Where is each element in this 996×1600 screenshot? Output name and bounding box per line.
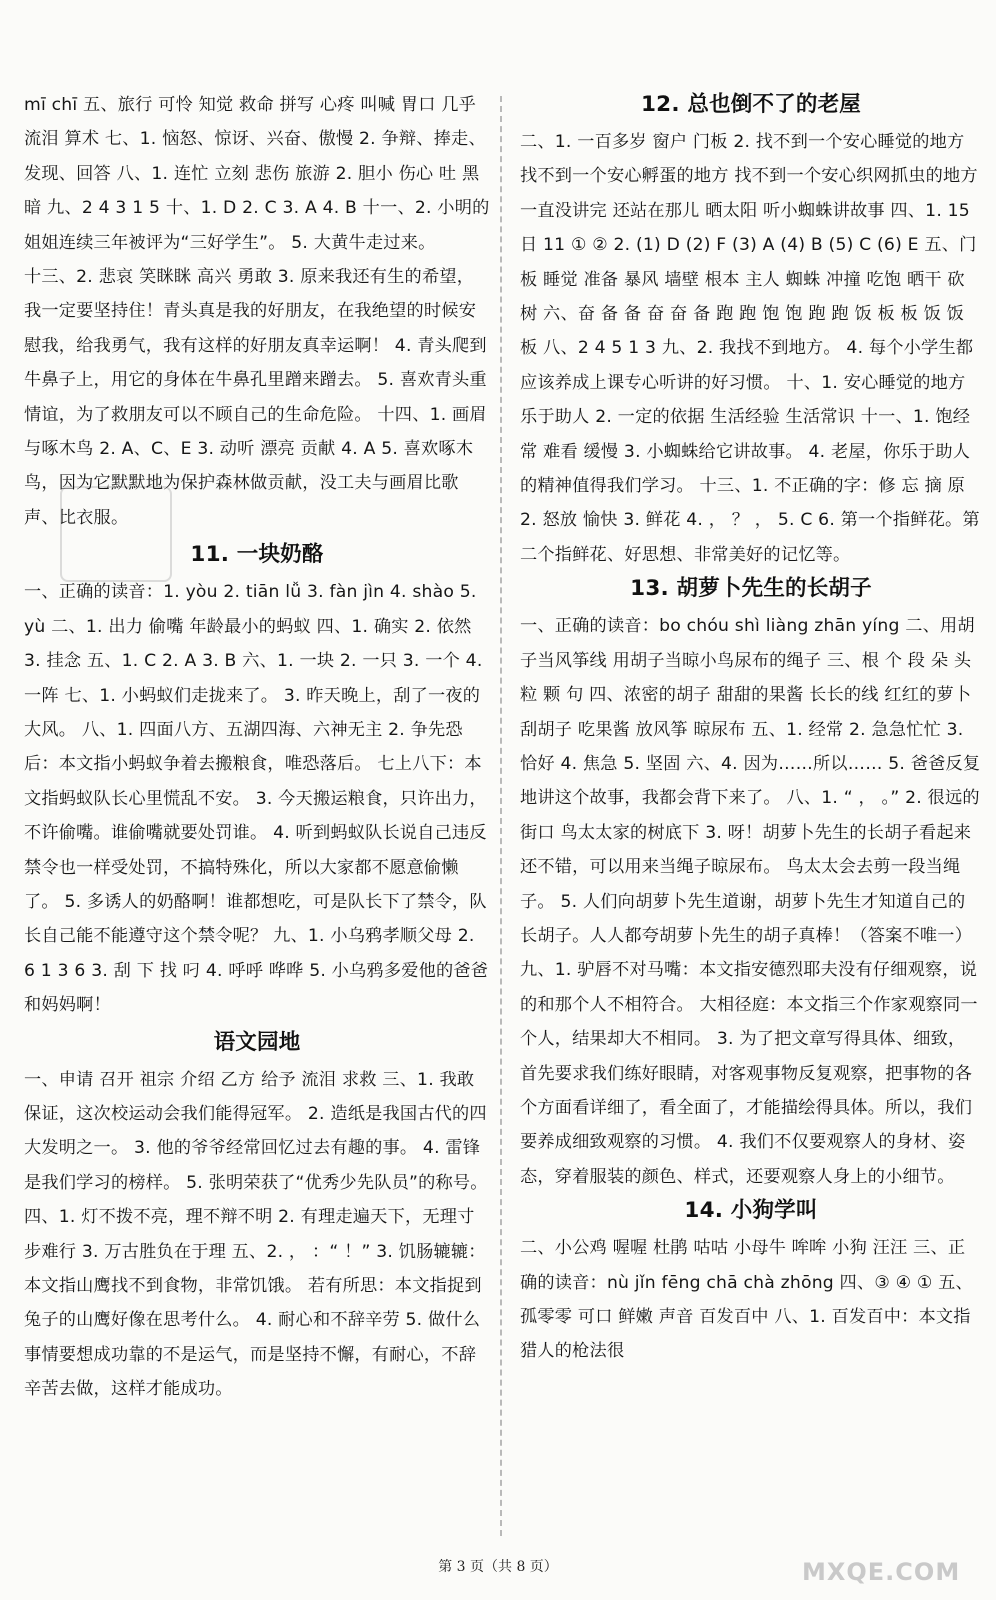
page-footer: 第 3 页（共 8 页） [438, 1559, 558, 1575]
lesson-title-12: 12. 总也倒不了的老屋 [641, 92, 861, 117]
answer-paragraph-10-cont: mī chī 五、旅行 可怜 知觉 救命 拼写 心疼 叫喊 胃口 几乎 流泪 算术 七、1. 恼怒、惊讶、兴奋、傲慢 2. 争辩、捧走、发现、回答 八、1. 连忙 立刻 悲伤 旅游 2. 胆小 伤心 吐 黑暗 九、2 4 3 1 5 十、1. D 2. C 3. A 4. B 十一、2. 小明的姐姐连续三年被评为“三好学生”。 5. 大黄牛走过来。 [24, 95, 490, 253]
answer-paragraph-yuwen-yuandi: 一、申请 召开 祖宗 介绍 乙方 给予 流泪 求救 三、1. 我敢保证，这次校运动会我们能得冠军。 2. 造纸是我国古代的四大发明之一。 3. 他的爷爷经常回忆过去有趣的事。 4. 雷锋是我们学习的榜样。 5. 张明荣获了“优秀少先队员”的称号。 四、1. 灯不拨不亮，理不辩不明 2. 有理走遍天下，无理寸步难行 3. 万古胜负在于理 五、2. ， ：“ ！” 3. 饥肠辘辘：本文指山鹰找不到食物，非常饥饿。 若有所思：本文指捉到兔子的山鹰好像在思考什么。 4. 耐心和不辞辛劳 5. 做什么事情要想成功靠的不是运气，而是坚持不懈，有耐心，不辞辛苦去做，这样才能成功。 [24, 1069, 488, 1400]
column-divider [500, 96, 502, 1536]
answer-paragraph-10-reading: 十三、2. 悲哀 笑眯眯 高兴 勇敢 3. 原来我还有生的希望，我一定要坚持住！青头真是我的好朋友，在我绝望的时候安慰我，给我勇气，我有这样的好朋友真幸运啊！ 4. 青头爬到牛鼻子上，用它的身体在牛鼻孔里蹭来蹭去。 5. 喜欢青头重情谊，为了救朋友可以不顾自己的生命危险。 十四、1. 画眉与啄木鸟 2. A、C、E 3. 动听 漂亮 贡献 4. A 5. 喜欢啄木鸟，因为它默默地为保护森林做贡献，没工夫与画眉比歌声、比衣服。 [24, 267, 487, 528]
left-column [24, 88, 490, 1407]
lesson-title-13: 13. 胡萝卜先生的长胡子 [630, 576, 872, 602]
answer-paragraph-12: 二、1. 一百多岁 窗户 门板 2. 找不到一个安心睡觉的地方 找不到一个安心孵蛋的地方 找不到一个安心织网抓虫的地方 一直没讲完 还站在那儿 晒太阳 听小蜘蛛讲故事 四、1. 15 日 11 ① ② 2. (1) D (2) F (3) A (4) B (5) C (6) E 五、门板 睡觉 准备 暴风 墙壁 根本 主人 蜘蛛 冲撞 吃饱 晒干 砍树 六、奋 备 备 奋 奋 备 跑 跑 饱 饱 跑 跑 饭 板 板 饭 饭 板 八、2 4 5 1 3 九、2. 我找不到地方。 4. 每个小学生都应该养成上课专心听讲的好习惯。 十、1. 安心睡觉的地方 乐于助人 2. 一定的依据 生活经验 生活常识 十一、1. 饱经常 难看 缓慢 3. 小蜘蛛给它讲故事。 4. 老屋，你乐于助人的精神值得我们学习。 十三、1. 不正确的字：修 忘 摘 原 2. 怒放 愉快 3. 鲜花 4. ， ？ ， 5. C 6. 第一个指鲜花。第二个指鲜花、好思想、非常美好的记忆等。 [520, 132, 980, 565]
lesson-title-14: 14. 小狗学叫 [684, 1198, 818, 1224]
answer-paragraph-13: 一、正确的读音：bo chóu shì liàng zhān yíng 二、用胡子当风筝线 用胡子当晾小鸟尿布的绳子 三、根 个 段 朵 头 粒 颗 句 四、浓密的胡子 甜甜的果酱 长长的线 红红的萝卜 刮胡子 吃果酱 放风筝 晾尿布 五、1. 经常 2. 急急忙忙 3. 恰好 4. 焦急 5. 坚固 六、4. 因为……所以…… 5. 爸爸反复地讲这个故事，我都会背下来了。 八、1. “ ， 。” 2. 很远的街口 鸟太太家的树底下 3. 呀！胡萝卜先生的长胡子看起来还不错，可以用来当绳子晾尿布。 鸟太太会去剪一段当绳子。 5. 人们向胡萝卜先生道谢，胡萝卜先生才知道自己的长胡子。人人都夸胡萝卜先生的胡子真棒！（答案不唯一） 九、1. 驴唇不对马嘴：本文指安德烈耶夫没有仔细观察，说的和那个人不相符合。 大相径庭：本文指三个作家观察同一个人，结果却大不相同。 3. 为了把文章写得具体、细致，首先要求我们练好眼睛，对客观事物反复观察，把事物的各个方面看详细了，看全面了，才能描绘得具体。所以，我们要养成细致观察的习惯。 4. 我们不仅要观察人的身材、姿态，穿着服装的颜色、样式，还要观察人身上的小细节。 [520, 616, 981, 1187]
site-watermark: MXQE.COM [802, 1558, 961, 1586]
answer-paragraph-14: 二、小公鸡 喔喔 杜鹃 咕咕 小母牛 哞哞 小狗 汪汪 三、正确的读音：nù jǐn fēng chā chà zhōng 四、③ ④ ① 五、孤零零 可口 鲜嫩 声音 百发百中 八、1. 百发百中：本文指猎人的枪法很 [520, 1238, 973, 1362]
lesson-title-11: 11. 一块奶酪 [190, 542, 324, 568]
answer-paragraph-11: 一、正确的读音：1. yòu 2. tiān lǚ 3. fàn jìn 4. shào 5. yù 二、1. 出力 偷嘴 年龄最小的蚂蚁 四、1. 确实 2. 依然 3. 挂念 五、1. C 2. A 3. B 六、1. 一块 2. 一只 3. 一个 4. 一阵 七、1. 小蚂蚁们走拢来了。 3. 昨天晚上，刮了一夜的大风。 八、1. 四面八方、五湖四海、六神无主 2. 争先恐后：本文指小蚂蚁争着去搬粮食，唯恐落后。 七上八下：本文指蚂蚁队长心里慌乱不安。 3. 今天搬运粮食，只许出力，不许偷嘴。谁偷嘴就要处罚谁。 4. 听到蚂蚁队长说自己违反禁令也一样受处罚，不搞特殊化，所以大家都不愿意偷懒了。 5. 多诱人的奶酪啊！谁都想吃，可是队长下了禁令，队长自己能不能遵守这个禁令呢？ 九、1. 小乌鸦孝顺父母 2. 6 1 3 6 3. 刮 下 找 叼 4. 呼呼 哗哗 5. 小乌鸦多爱他的爸爸和妈妈啊！ [24, 582, 489, 1016]
section-title-yuwen-yuandi: 语文园地 [213, 1029, 301, 1055]
right-column [520, 88, 982, 1369]
